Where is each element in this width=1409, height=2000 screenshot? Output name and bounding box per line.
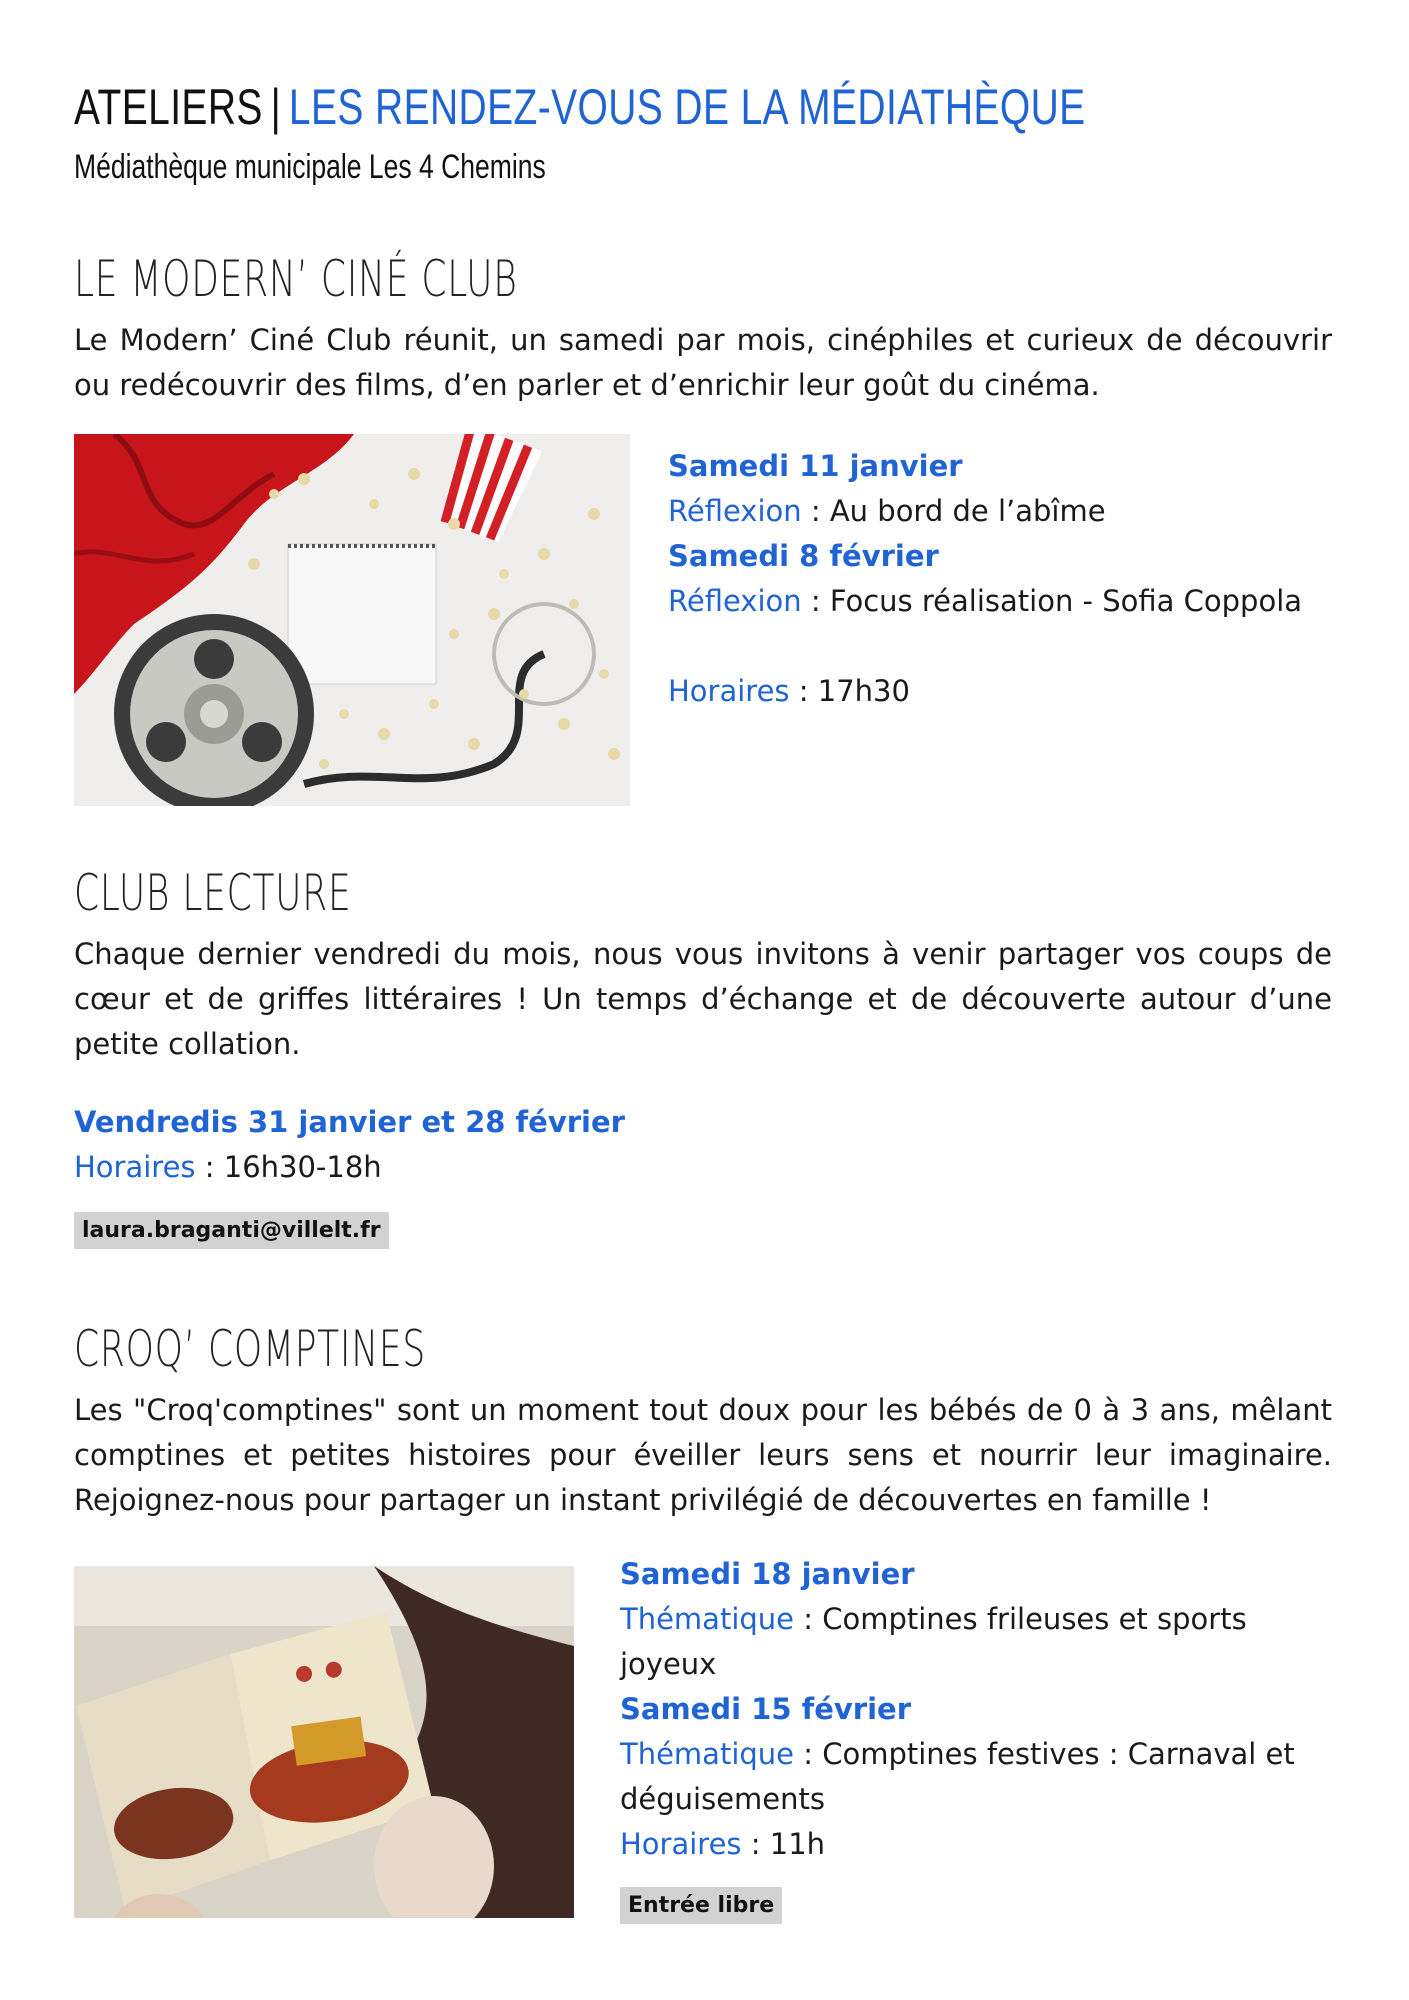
event-detail-continued: joyeux xyxy=(620,1647,717,1681)
section-title-cine-club: LE MODERN’ CINÉ CLUB xyxy=(74,250,518,308)
croq-comptines-description: Les "Croq'comptines" sont un moment tout doux pour les bébés de 0 à 3 ans, mêlant comptines et petites histoires pour éveiller leurs sens et nourrir leur imaginaire. Rejoignez-nous pour partager un instant privilégié de découvertes en famille ! xyxy=(74,1393,1332,1517)
hours-value: : 17h30 xyxy=(789,674,910,708)
title-rendez-vous: LES RENDEZ-VOUS DE LA MÉDIATHÈQUE xyxy=(288,79,1086,135)
cine-club-schedule xyxy=(668,444,1302,714)
cine-club-description: Le Modern’ Ciné Club réunit, un samedi par mois, cinéphiles et curieux de découvrir ou redécouvrir des films, d’en parler et d’enrichir leur goût du cinéma. xyxy=(74,323,1332,402)
event-detail xyxy=(668,579,1302,624)
event-label: Thématique xyxy=(620,1737,795,1771)
hours-value: : 11h xyxy=(741,1827,826,1861)
entry-free-badge: Entrée libre xyxy=(620,1887,782,1924)
event-date: Samedi 8 février xyxy=(668,539,939,573)
hours-line xyxy=(74,1145,382,1190)
page-subtitle: Médiathèque municipale Les 4 Chemins xyxy=(74,148,546,186)
event-date: Samedi 11 janvier xyxy=(668,449,963,483)
event-value: : Focus réalisation - Sofia Coppola xyxy=(801,584,1303,618)
event-label: Thématique xyxy=(620,1602,795,1636)
reading-photo xyxy=(74,1566,574,1918)
event-detail xyxy=(668,489,1302,534)
event-label: Réflexion xyxy=(668,494,802,528)
event-label: Réflexion xyxy=(668,584,802,618)
section-title-croq-comptines: CROQ’ COMPTINES xyxy=(74,1320,426,1378)
section-title-club-lecture: CLUB LECTURE xyxy=(74,864,352,922)
event-detail xyxy=(620,1732,1295,1777)
event-detail xyxy=(620,1597,1295,1642)
title-ateliers: ATELIERS xyxy=(74,79,263,135)
event-date: Samedi 18 janvier xyxy=(620,1557,915,1591)
contact-email[interactable]: laura.braganti@villelt.fr xyxy=(74,1212,389,1249)
event-detail-continued: déguisements xyxy=(620,1782,825,1816)
page-title xyxy=(74,78,1086,136)
club-lecture-description: Chaque dernier vendredi du mois, nous vous invitons à venir partager vos coups de cœur et de griffes littéraires ! Un temps d’échange et de découverte autour d’une petite collation. xyxy=(74,937,1332,1061)
hours-label: Horaires xyxy=(620,1827,742,1861)
cinema-photo xyxy=(74,434,630,806)
event-value: : Comptines festives : Carnaval et xyxy=(794,1737,1295,1771)
hours-line xyxy=(668,669,1302,714)
title-separator: | xyxy=(270,79,282,135)
hours-line xyxy=(620,1822,1295,1867)
cinema-illustration xyxy=(74,434,630,806)
event-date: Samedi 15 février xyxy=(620,1692,911,1726)
reading-illustration xyxy=(74,1566,574,1918)
club-lecture-date: Vendredis 31 janvier et 28 février xyxy=(74,1105,625,1139)
croq-comptines-schedule xyxy=(620,1552,1295,1924)
event-value: : Au bord de l’abîme xyxy=(801,494,1106,528)
hours-value: : 16h30-18h xyxy=(195,1150,382,1184)
hours-label: Horaires xyxy=(668,674,790,708)
event-value: : Comptines frileuses et sports xyxy=(794,1602,1247,1636)
hours-label: Horaires xyxy=(74,1150,196,1184)
